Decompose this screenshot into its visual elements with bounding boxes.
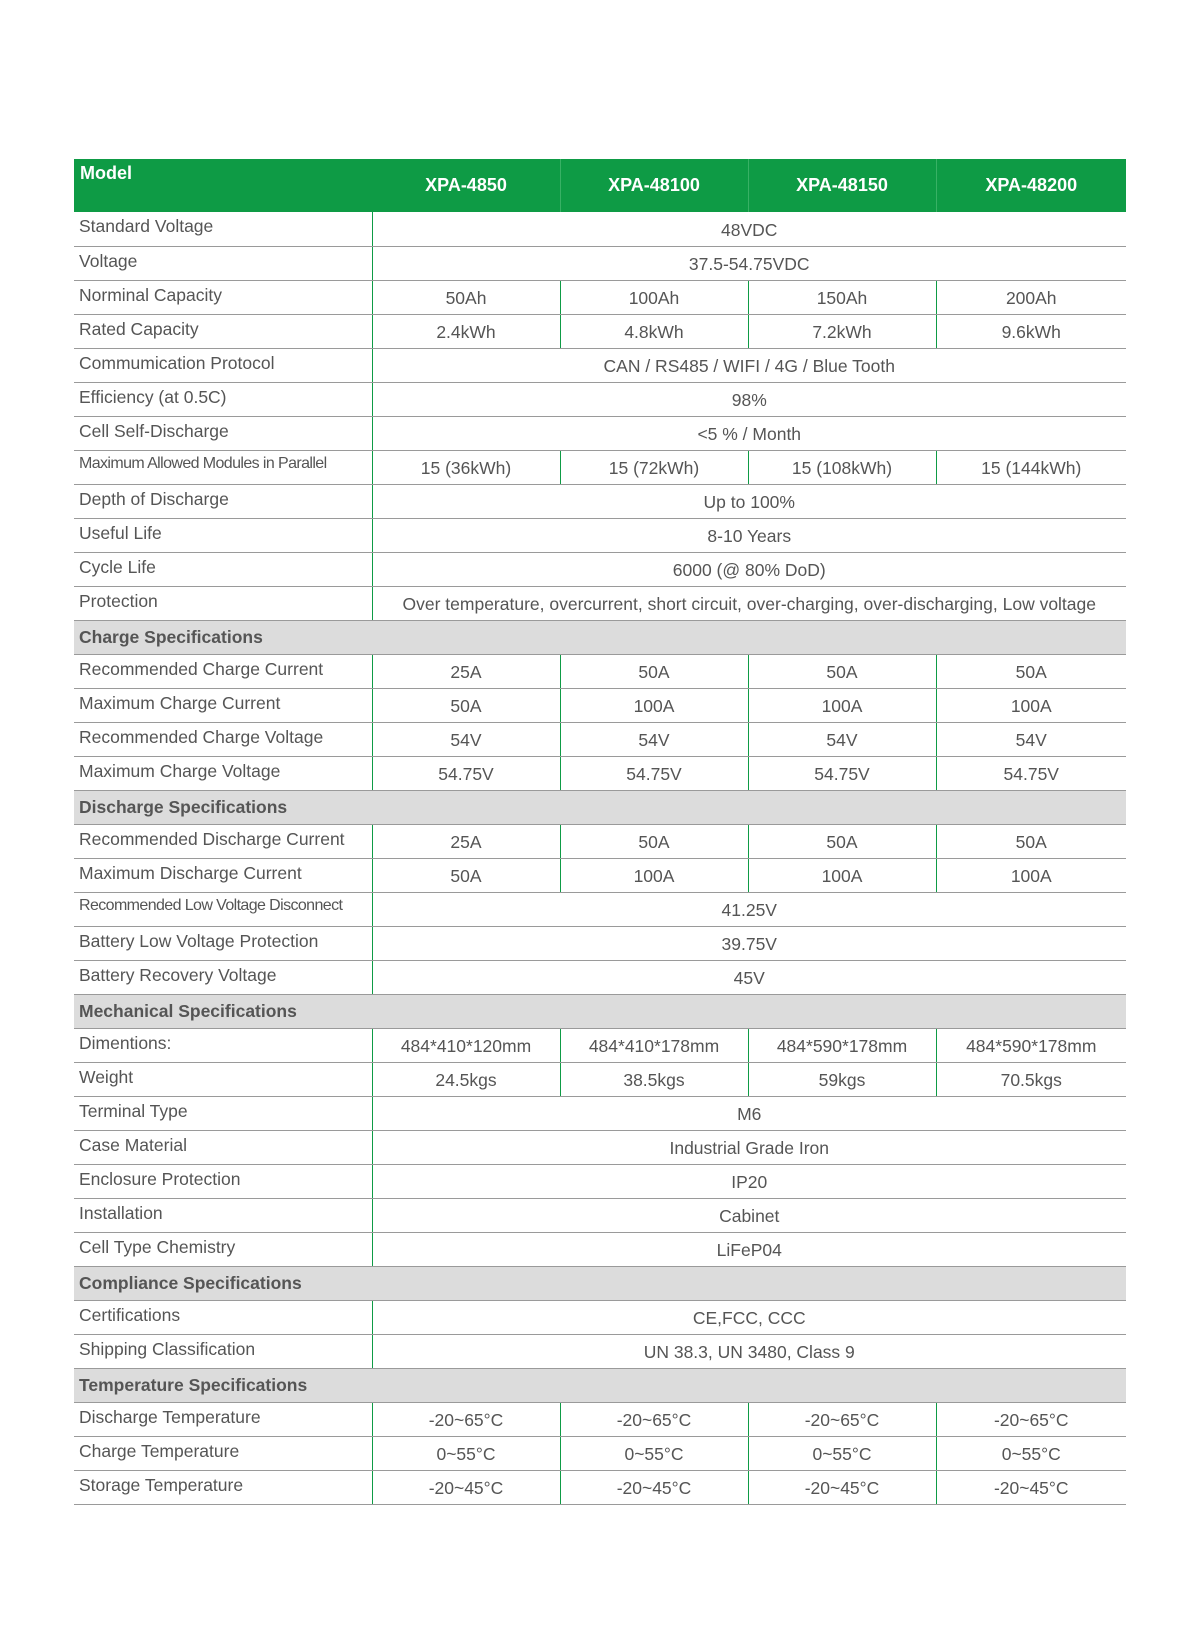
spec-value: -20~65°C [372,1402,560,1436]
spec-value: 100A [560,858,748,892]
spec-label: Useful Life [74,518,372,552]
spec-label: Battery Recovery Voltage [74,960,372,994]
model-header-xpa-48100: XPA-48100 [560,159,748,212]
section-title: Charge Specifications [74,620,1126,654]
spec-value: 0~55°C [372,1436,560,1470]
spec-value: 24.5kgs [372,1062,560,1096]
spec-value-shared: 45V [372,960,1126,994]
spec-value-shared: 37.5-54.75VDC [372,246,1126,280]
spec-label: Certifications [74,1300,372,1334]
spec-value-shared: IP20 [372,1164,1126,1198]
header-row [74,159,1126,212]
spec-value-shared: 41.25V [372,892,1126,926]
spec-label: Shipping Classification [74,1334,372,1368]
spec-value: 484*590*178mm [936,1028,1126,1062]
spec-row [74,416,1126,450]
spec-value-shared: <5 % / Month [372,416,1126,450]
spec-label: Rated Capacity [74,314,372,348]
spec-label: Dimentions: [74,1028,372,1062]
spec-value: 15 (36kWh) [372,450,560,484]
spec-row [74,960,1126,994]
spec-label: Maximum Charge Current [74,688,372,722]
spec-value: 200Ah [936,280,1126,314]
spec-value: 15 (72kWh) [560,450,748,484]
spec-label: Weight [74,1062,372,1096]
spec-value: -20~65°C [748,1402,936,1436]
spec-value: 50A [372,858,560,892]
spec-label: Protection [74,586,372,620]
spec-label: Battery Low Voltage Protection [74,926,372,960]
spec-value: 100A [936,688,1126,722]
section-title: Discharge Specifications [74,790,1126,824]
spec-value-shared: LiFeP04 [372,1232,1126,1266]
spec-label: Case Material [74,1130,372,1164]
spec-label: Installation [74,1198,372,1232]
spec-value: 484*410*120mm [372,1028,560,1062]
spec-value: 50A [560,654,748,688]
spec-value: -20~65°C [560,1402,748,1436]
spec-value: 25A [372,654,560,688]
spec-value-shared: Cabinet [372,1198,1126,1232]
spec-row [74,1164,1126,1198]
spec-value: 100A [560,688,748,722]
spec-label: Terminal Type [74,1096,372,1130]
spec-label: Recommended Charge Voltage [74,722,372,756]
spec-value: 484*590*178mm [748,1028,936,1062]
spec-row [74,1300,1126,1334]
spec-value: 100A [748,858,936,892]
spec-value-shared: 8-10 Years [372,518,1126,552]
spec-value: 50A [936,824,1126,858]
spec-label: Commumication Protocol [74,348,372,382]
spec-value: 15 (108kWh) [748,450,936,484]
spec-value: 150Ah [748,280,936,314]
spec-label: Cell Type Chemistry [74,1232,372,1266]
spec-row [74,722,1126,756]
spec-value-shared: UN 38.3, UN 3480, Class 9 [372,1334,1126,1368]
spec-row [74,586,1126,620]
section-header-row [74,620,1126,654]
spec-label: Cycle Life [74,552,372,586]
spec-label: Maximum Discharge Current [74,858,372,892]
spec-row [74,1232,1126,1266]
spec-row [74,518,1126,552]
spec-value-shared: 98% [372,382,1126,416]
spec-row [74,348,1126,382]
spec-label: Recommended Discharge Current [74,824,372,858]
spec-label: Cell Self-Discharge [74,416,372,450]
section-header-row [74,1368,1126,1402]
model-header-xpa-48200: XPA-48200 [936,159,1126,212]
spec-row [74,1402,1126,1436]
spec-label: Maximum Allowed Modules in Parallel [74,450,372,484]
spec-row [74,1470,1126,1504]
model-header-xpa-4850: XPA-4850 [372,159,560,212]
spec-row [74,212,1126,246]
spec-value-shared: 39.75V [372,926,1126,960]
section-header-row [74,790,1126,824]
spec-row [74,824,1126,858]
spec-value-shared: 48VDC [372,212,1126,246]
spec-value: 50A [936,654,1126,688]
spec-value: 54.75V [372,756,560,790]
spec-value: 0~55°C [560,1436,748,1470]
spec-value-shared: Up to 100% [372,484,1126,518]
spec-label: Norminal Capacity [74,280,372,314]
spec-value: 59kgs [748,1062,936,1096]
spec-value: 4.8kWh [560,314,748,348]
spec-value: -20~45°C [936,1470,1126,1504]
spec-label: Storage Temperature [74,1470,372,1504]
spec-row [74,858,1126,892]
spec-value: 54.75V [936,756,1126,790]
spec-row [74,688,1126,722]
spec-value: 0~55°C [936,1436,1126,1470]
spec-row [74,654,1126,688]
spec-row [74,280,1126,314]
spec-label: Recommended Charge Current [74,654,372,688]
spec-value-shared: 6000 (@ 80% DoD) [372,552,1126,586]
spec-value: -20~45°C [748,1470,936,1504]
model-header-xpa-48150: XPA-48150 [748,159,936,212]
spec-value: 54V [936,722,1126,756]
spec-value-shared: M6 [372,1096,1126,1130]
spec-value-shared: Industrial Grade Iron [372,1130,1126,1164]
spec-label: Efficiency (at 0.5C) [74,382,372,416]
spec-table-body [74,159,1126,1504]
spec-row [74,450,1126,484]
spec-value: 7.2kWh [748,314,936,348]
spec-value: 484*410*178mm [560,1028,748,1062]
spec-value: -20~45°C [372,1470,560,1504]
spec-value: 50Ah [372,280,560,314]
spec-table [74,159,1126,1505]
spec-value: 50A [748,824,936,858]
spec-value-shared: CAN / RS485 / WIFI / 4G / Blue Tooth [372,348,1126,382]
spec-value: 54.75V [560,756,748,790]
spec-label: Recommended Low Voltage Disconnect [74,892,372,926]
spec-label: Standard Voltage [74,212,372,246]
spec-value: 54V [560,722,748,756]
spec-row [74,382,1126,416]
spec-value: 0~55°C [748,1436,936,1470]
spec-value: -20~45°C [560,1470,748,1504]
spec-value: -20~65°C [936,1402,1126,1436]
spec-value: 54.75V [748,756,936,790]
spec-label: Voltage [74,246,372,280]
spec-value: 70.5kgs [936,1062,1126,1096]
spec-row [74,1198,1126,1232]
spec-row [74,756,1126,790]
spec-value: 54V [372,722,560,756]
spec-row [74,1096,1126,1130]
model-header-label: Model [74,159,372,212]
spec-row [74,1334,1126,1368]
spec-value: 100A [748,688,936,722]
section-title: Compliance Specifications [74,1266,1126,1300]
spec-row [74,314,1126,348]
spec-label: Enclosure Protection [74,1164,372,1198]
spec-row [74,552,1126,586]
spec-label: Depth of Discharge [74,484,372,518]
spec-label: Maximum Charge Voltage [74,756,372,790]
section-header-row [74,994,1126,1028]
spec-value: 100A [936,858,1126,892]
spec-value: 15 (144kWh) [936,450,1126,484]
section-title: Mechanical Specifications [74,994,1126,1028]
spec-value: 25A [372,824,560,858]
spec-row [74,926,1126,960]
spec-value: 50A [372,688,560,722]
spec-value: 38.5kgs [560,1062,748,1096]
section-header-row [74,1266,1126,1300]
spec-value: 50A [748,654,936,688]
spec-value: 2.4kWh [372,314,560,348]
spec-label: Charge Temperature [74,1436,372,1470]
spec-row [74,484,1126,518]
section-title: Temperature Specifications [74,1368,1126,1402]
spec-row [74,1062,1126,1096]
spec-row [74,1436,1126,1470]
spec-value-shared: CE,FCC, CCC [372,1300,1126,1334]
spec-value: 100Ah [560,280,748,314]
spec-value-shared: Over temperature, overcurrent, short circuit, over-charging, over-discharging, Low voltage [372,586,1126,620]
spec-value: 9.6kWh [936,314,1126,348]
spec-value: 54V [748,722,936,756]
spec-row [74,892,1126,926]
spec-row [74,1130,1126,1164]
spec-label: Discharge Temperature [74,1402,372,1436]
spec-row [74,1028,1126,1062]
spec-row [74,246,1126,280]
spec-value: 50A [560,824,748,858]
